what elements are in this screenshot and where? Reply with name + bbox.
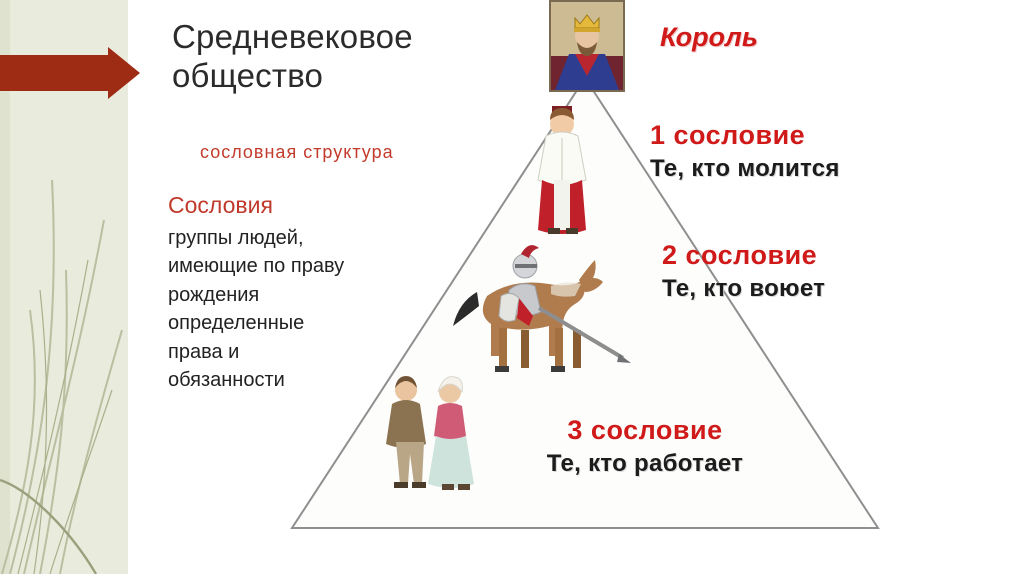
estate-level-2: [662, 240, 825, 303]
red-arrow-icon: [0, 47, 140, 99]
page-title: Средневековое общество: [172, 18, 413, 94]
definition-body: группы людей, имеющие по праву рождения определенные права и обязанности: [168, 227, 345, 391]
estate-level-3: [505, 415, 785, 478]
estate-3-title: 3 сословие: [567, 415, 723, 445]
estate-3-subtitle: Те, кто работает: [546, 450, 744, 477]
estate-level-1: [650, 120, 840, 183]
knight-on-horse-icon: [447, 230, 647, 380]
peasant-couple-icon: [378, 372, 488, 497]
estate-2-title: 2 сословие: [662, 240, 818, 270]
page-subtitle: сословная структура: [200, 142, 394, 162]
bishop-icon: [528, 104, 596, 234]
definition-heading: Сословия: [168, 192, 273, 218]
estate-1-title: 1 сословие: [650, 120, 806, 150]
king-portrait-icon: [549, 0, 625, 92]
king-label: Король: [660, 22, 758, 52]
estate-1-subtitle: Те, кто молится: [650, 155, 840, 182]
estate-2-subtitle: Те, кто воюет: [662, 275, 826, 302]
